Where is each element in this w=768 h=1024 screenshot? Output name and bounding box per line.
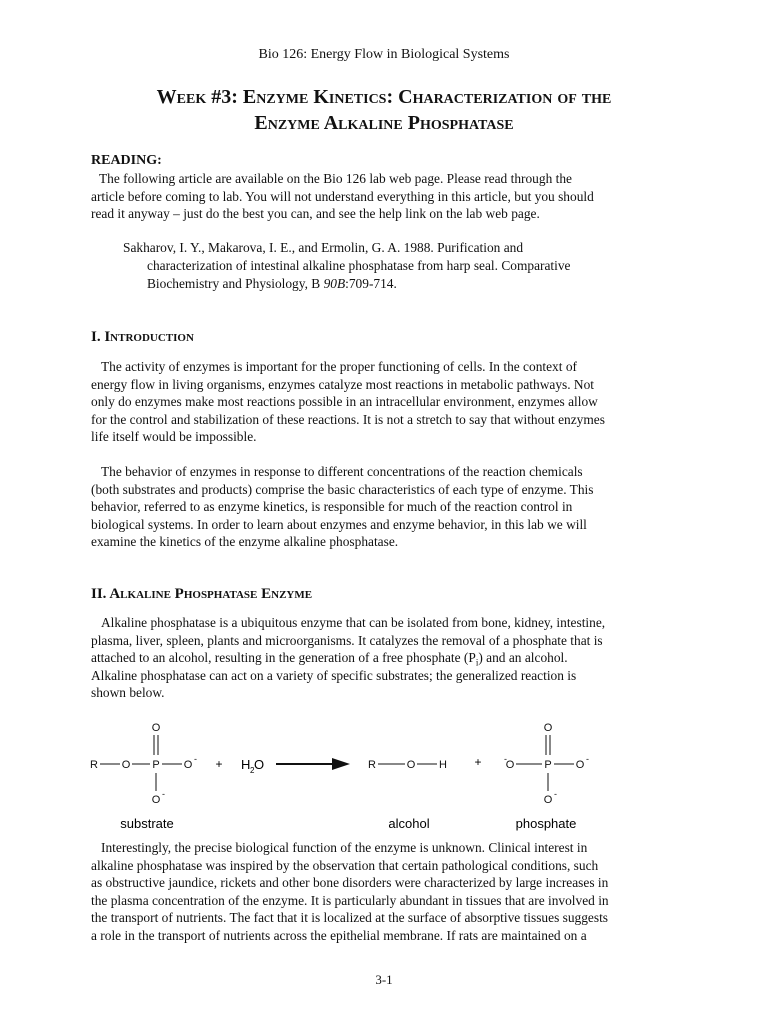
text-line: behavior, referred to as enzyme kinetics, is responsible for much of the reaction control in [91,499,573,514]
atom-o: O [121,759,131,771]
text-line: the transport of nutrients. The fact that it is localized at the surface of absorptive tissues suggests [91,910,609,925]
page-number: 3-1 [375,972,393,987]
atom-h: H [241,757,251,772]
text-line [91,649,691,667]
atom-o-top: O [543,722,553,734]
section-heading-introduction: I. Introduction [91,329,194,345]
citation [123,239,683,293]
reaction-diagram [80,715,700,855]
atom-h: H [439,759,447,771]
section-heading-alkaline-phosphatase: II. Alkaline Phosphatase Enzyme [91,586,313,602]
text-line: the plasma concentration of the enzyme. It is particularly abundant in tissues that are involved in [91,892,609,908]
alcohol-label: alcohol [388,816,430,831]
alkaline-paragraph-1 [91,614,691,702]
text-line: as obstructive jaundice, rickets and other bone disorders were characterized by large increases in [91,875,609,890]
title-line-1: Week #3: Enzyme Kinetics: Characterization of the [156,86,612,108]
text-line: Alkaline phosphatase can act on a variety of specific substrates; the generalized reaction is [91,667,577,683]
substrate-label: substrate [120,816,174,831]
atom-p: P [152,759,160,771]
text-fragment: ) and an alcohol. [478,650,568,665]
atom-o-anion: O [505,759,515,771]
text-line: The following article are available on the Bio 126 lab web page. Please read through the [99,171,572,186]
citation-line: Sakharov, I. Y., Makarova, I. E., and Ermolin, G. A. 1988. Purification and [123,240,524,255]
atom-o: O [406,759,416,771]
text-line: for the control and stabilization of these reactions. It is not a stretch to say that without enzymes [91,411,605,427]
charge: - [554,789,557,799]
atom-o-anion: O [543,794,553,806]
text-fragment: attached to an alcohol, resulting in the generation of a free phosphate (P [91,650,476,665]
substrate-structure [90,722,197,806]
charge: - [194,754,197,764]
arrow-head-icon [332,758,350,770]
text-line: biological systems. In order to learn about enzymes and enzyme behavior, in this lab we will [91,516,587,532]
text-line: article before coming to lab. You will not understand everything in this article, but you should [91,188,594,204]
text-line: Interestingly, the precise biological function of the enzyme is unknown. Clinical interest in [101,840,588,855]
citation-text: Biochemistry and Physiology, B [147,276,324,291]
plus-sign: + [215,757,223,771]
text-line: The behavior of enzymes in response to different concentrations of the reaction chemicals [101,464,583,479]
atom-o-anion: O [183,759,193,771]
text-line: Alkaline phosphatase is a ubiquitous enzyme that can be isolated from bone, kidney, intestine, [101,615,606,630]
title-line-2: Enzyme Alkaline Phosphatase [254,112,514,134]
citation-volume: 90B [323,276,346,291]
subscript: i [475,657,479,668]
atom-r: R [90,759,98,771]
text-line: only do enzymes make most reactions possible in an intracellular environment, enzymes allow [91,394,598,409]
atom-o-anion: O [575,759,585,771]
atom-o: O [254,757,265,772]
intro-paragraph-2 [91,463,691,551]
text-line: energy flow in living organisms, enzymes catalyze most reactions in metabolic pathways. Not [91,376,595,392]
plus-sign: + [474,755,482,769]
text-line: examine the kinetics of the enzyme alkaline phosphatase. [91,534,399,549]
charge: - [586,754,589,764]
citation-line [123,275,683,293]
text-line: (both substrates and products) comprise the basic characteristics of each type of enzyme. This [91,481,594,497]
phosphate-label: phosphate [515,816,577,831]
atom-o-anion: O [151,794,161,806]
subscript: 2 [250,766,255,775]
page-title [60,84,708,136]
charge: - [504,754,507,764]
text-line: life itself would be impossible. [91,429,257,444]
phosphate-structure [504,722,589,806]
text-line: The activity of enzymes is important for the proper functioning of cells. In the context of [101,359,577,374]
text-line: read it anyway – just do the best you can, and see the help link on the lab web page. [91,206,540,221]
charge: - [162,789,165,799]
atom-o-top: O [151,722,161,734]
reading-paragraph [91,170,691,223]
course-header: Bio 126: Energy Flow in Biological Systems [258,47,510,62]
text-line: plasma, liver, spleen, plants and microorganisms. It catalyzes the removal of a phosphate that is [91,632,603,648]
alcohol-structure [368,759,447,771]
atom-r: R [368,759,376,771]
text-line: shown below. [91,685,165,700]
atom-p: P [544,759,552,771]
reading-heading: READING: [91,153,162,168]
citation-line: characterization of intestinal alkaline phosphatase from harp seal. Comparative [147,258,571,273]
citation-pages: :709-714. [345,276,397,291]
text-line: alkaline phosphatase was inspired by the observation that certain pathological conditions, such [91,857,599,873]
intro-paragraph-1 [91,358,691,446]
text-line: a role in the transport of nutrients across the epithelial membrane. If rats are maintained on a [91,927,587,943]
alkaline-paragraph-2 [91,839,691,944]
water-formula [241,757,264,775]
